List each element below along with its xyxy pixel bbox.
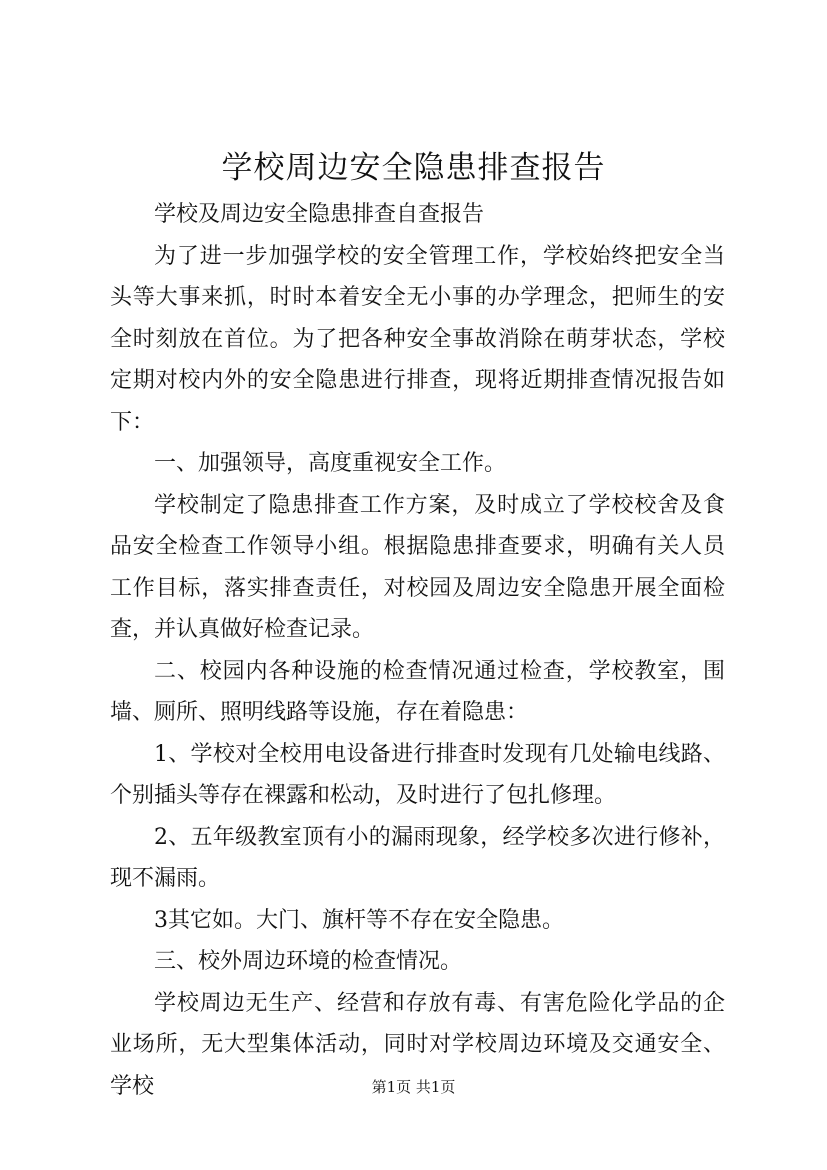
document-body [110, 194, 725, 1107]
section-heading-leadership: 一、加强领导，高度重视安全工作。 [154, 451, 507, 476]
paragraph-surroundings: 学校周边无生产、经营和存放有毒、有害危险化学品的企业场所，无大型集体活动，同时对学校周边环境及交通安全、学校 [110, 990, 725, 1099]
paragraph-intro: 为了进一步加强学校的安全管理工作，学校始终把安全当头等大事来抓，时时本着安全无小事的办学理念，把师生的安全时刻放在首位。为了把各种安全事故消除在萌芽状态，学校定期对校内外的安全隐患进行排查，现将近期排查情况报告如下： [110, 243, 725, 435]
list-item-electrical: 1、学校对全校用电设备进行排查时发现有几处输电线路、个别插头等存在裸露和松动，及时进行了包扎修理。 [110, 741, 725, 808]
list-item-other: 3其它如。大门、旗杆等不存在安全隐患。 [154, 907, 564, 933]
section-heading-facilities: 二、校园内各种设施的检查情况通过检查，学校教室，围墙、厕所、照明线路等设施，存在着隐患： [110, 658, 725, 725]
document-title: 学校周边安全隐患排查报告 [221, 150, 606, 186]
section-heading-surroundings: 三、校外周边环境的检查情况。 [154, 949, 463, 974]
paragraph-plan: 学校制定了隐患排查工作方案，及时成立了学校校舍及食品安全检查工作领导小组。根据隐患排查要求，明确有关人员工作目标，落实排查责任，对校园及周边安全隐患开展全面检查，并认真做好检查记录。 [110, 492, 725, 642]
list-item-roof-leak: 2、五年级教室顶有小的漏雨现象，经学校多次进行修补，现不漏雨。 [110, 824, 725, 891]
paragraph-subtitle: 学校及周边安全隐患排查自查报告 [154, 202, 485, 227]
page-footer: 第1页 共1页 [371, 1078, 456, 1096]
